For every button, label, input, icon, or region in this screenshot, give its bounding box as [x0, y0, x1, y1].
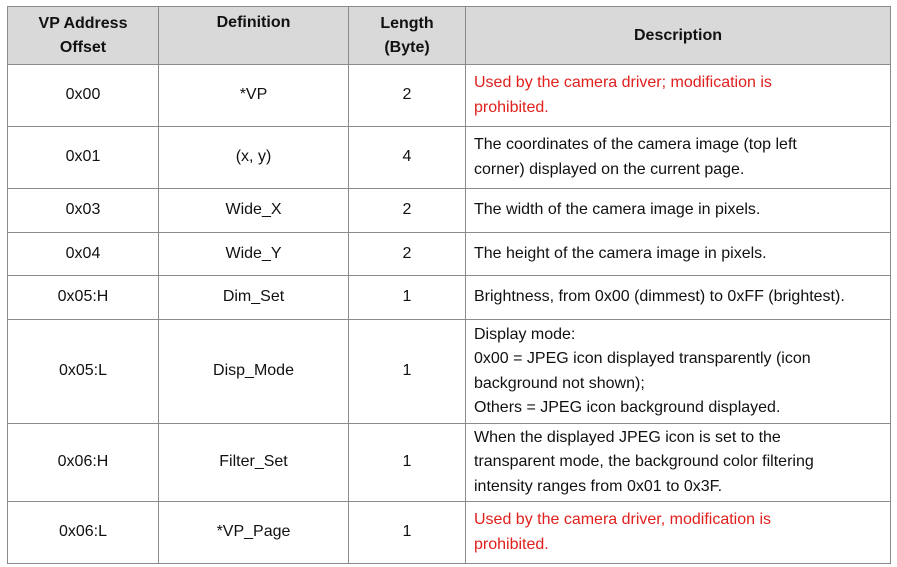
definition-cell: Disp_Mode: [159, 320, 349, 424]
table-header-row: [8, 7, 891, 65]
description-line: Used by the camera driver; modification is: [474, 74, 772, 91]
description-line: background not shown);: [474, 374, 645, 392]
description-line: corner) displayed on the current page.: [474, 160, 745, 178]
description-line: The height of the camera image in pixels.: [474, 244, 767, 262]
description-cell: [466, 320, 891, 424]
description-line: Display mode:: [474, 325, 576, 343]
header-offset-line: Offset: [59, 38, 107, 56]
description-line: prohibited.: [474, 535, 549, 553]
length-cell: 4: [349, 127, 466, 189]
definition-cell: Dim_Set: [159, 276, 349, 320]
header-length-line: (Byte): [384, 38, 430, 56]
header-description-label: Description: [633, 26, 722, 44]
table-row: [8, 65, 891, 127]
table-row: [8, 502, 891, 564]
description-line: transparent mode, the background color filtering: [474, 453, 814, 471]
description-cell: [466, 127, 891, 189]
table-row: [8, 424, 891, 502]
header-offset-line: VP Address: [38, 14, 128, 32]
description-line: When the displayed JPEG icon is set to the: [474, 428, 781, 446]
header-description: [466, 7, 891, 65]
definition-cell: *VP_Page: [159, 502, 349, 564]
vp-address-table: [7, 6, 891, 564]
description-cell: [466, 424, 891, 502]
description-cell: [466, 502, 891, 564]
definition-cell: Wide_X: [159, 189, 349, 233]
description-line: 0x00 = JPEG icon displayed transparently (icon: [474, 350, 811, 367]
length-cell: 2: [349, 189, 466, 233]
definition-cell: *VP: [159, 65, 349, 127]
description-cell: [466, 65, 891, 127]
description-cell: [466, 276, 891, 320]
header-length-line: Length: [380, 14, 434, 32]
table-row: [8, 189, 891, 233]
header-definition: [159, 7, 349, 65]
definition-cell: (x, y): [159, 127, 349, 189]
description-line: Brightness, from 0x00 (dimmest) to 0xFF (brightest).: [474, 288, 845, 306]
offset-cell: 0x06:L: [8, 502, 159, 564]
length-cell: 1: [349, 424, 466, 502]
description-line: prohibited.: [474, 98, 549, 116]
offset-cell: 0x05:H: [8, 276, 159, 320]
table-row: [8, 320, 891, 424]
offset-cell: 0x04: [8, 233, 159, 276]
table-row: [8, 233, 891, 276]
offset-cell: 0x00: [8, 65, 159, 127]
length-cell: 1: [349, 502, 466, 564]
description-line: Others = JPEG icon background displayed.: [474, 399, 781, 416]
header-offset: [8, 7, 159, 65]
length-cell: 1: [349, 276, 466, 320]
length-cell: 2: [349, 65, 466, 127]
header-definition-label: Definition: [216, 14, 291, 31]
offset-cell: 0x01: [8, 127, 159, 189]
description-line: The width of the camera image in pixels.: [474, 201, 761, 219]
description-cell: [466, 233, 891, 276]
table-row: [8, 127, 891, 189]
description-line: intensity ranges from 0x01 to 0x3F.: [474, 477, 723, 495]
table-row: [8, 276, 891, 320]
description-cell: [466, 189, 891, 233]
length-cell: 1: [349, 320, 466, 424]
header-length: [349, 7, 466, 65]
offset-cell: 0x03: [8, 189, 159, 233]
definition-cell: Filter_Set: [159, 424, 349, 502]
offset-cell: 0x06:H: [8, 424, 159, 502]
description-line: Used by the camera driver, modification is: [474, 511, 772, 528]
definition-cell: Wide_Y: [159, 233, 349, 276]
table-body: [8, 65, 891, 564]
length-cell: 2: [349, 233, 466, 276]
description-line: The coordinates of the camera image (top left: [474, 136, 797, 153]
offset-cell: 0x05:L: [8, 320, 159, 424]
